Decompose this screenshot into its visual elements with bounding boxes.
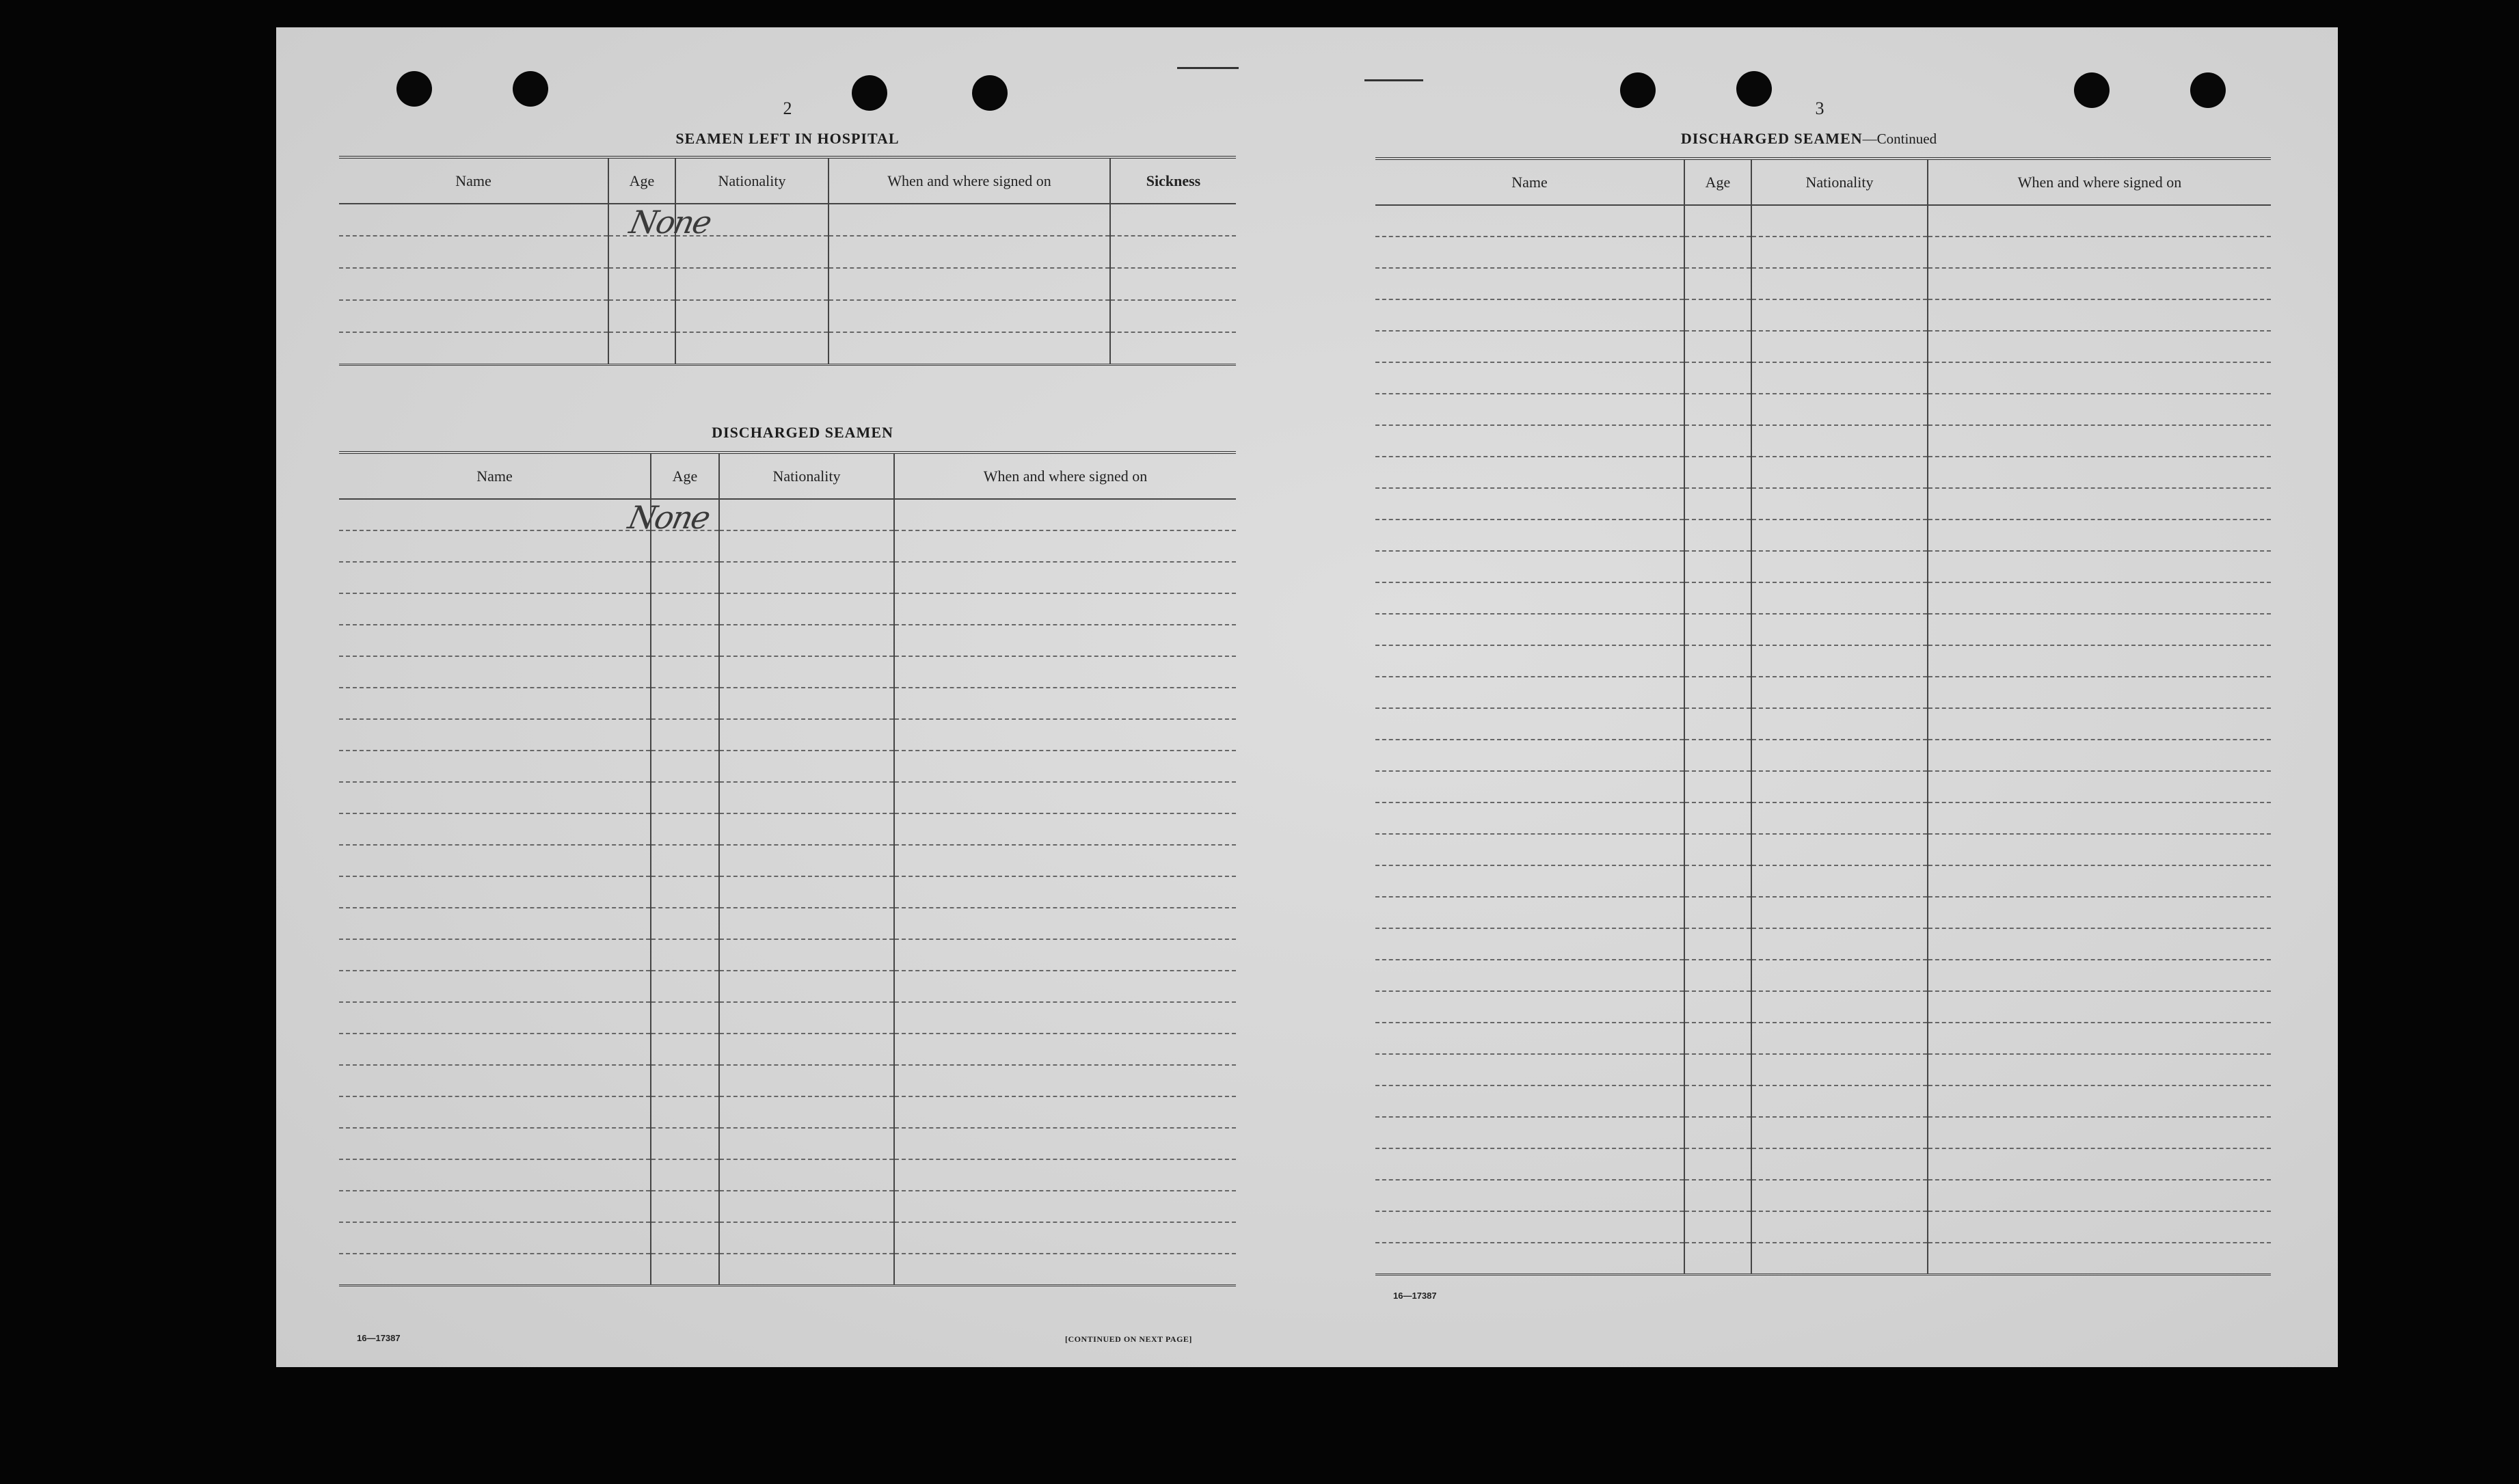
table-row <box>339 499 1236 530</box>
table-row <box>1375 960 2271 991</box>
table-row <box>1375 1180 2271 1211</box>
table-row <box>339 782 1236 813</box>
table-row <box>1375 802 2271 834</box>
table-row <box>339 268 1236 300</box>
discharged-col-signed-on: When and where signed on <box>894 453 1236 499</box>
table-row <box>1375 488 2271 520</box>
table-row <box>339 719 1236 751</box>
punch-hole-3 <box>852 75 887 111</box>
table-row <box>1375 928 2271 960</box>
punch-hole-1 <box>396 71 432 107</box>
table-row <box>1375 582 2271 614</box>
hospital-col-age: Age <box>608 157 675 204</box>
right-section-title <box>1681 130 1937 148</box>
table-row <box>339 688 1236 719</box>
punch-hole-2 <box>513 71 548 107</box>
table-row <box>339 656 1236 688</box>
table-row <box>339 625 1236 656</box>
hospital-col-signed-on: When and where signed on <box>829 157 1110 204</box>
table-row <box>339 971 1236 1002</box>
continued-note: [CONTINUED ON NEXT PAGE] <box>1065 1334 1192 1344</box>
punch-hole-7 <box>2074 72 2110 108</box>
continued-col-nationality: Nationality <box>1751 159 1928 205</box>
discharged-handwritten-entry: None <box>625 499 713 536</box>
table-row <box>1375 237 2271 268</box>
table-row <box>339 1159 1236 1191</box>
punch-hole-4 <box>972 75 1008 111</box>
table-row <box>1375 457 2271 488</box>
right-page-number: 3 <box>1815 98 1824 118</box>
table-row <box>339 813 1236 845</box>
table-row <box>339 751 1236 782</box>
hospital-handwritten-entry: None <box>626 204 714 241</box>
discharged-section-title: DISCHARGED SEAMEN <box>712 424 893 441</box>
left-page-number: 2 <box>783 98 792 118</box>
table-row <box>1375 1148 2271 1180</box>
table-row <box>339 1222 1236 1254</box>
table-row <box>339 332 1236 364</box>
table-row <box>1375 677 2271 708</box>
table-row <box>1375 425 2271 457</box>
table-row <box>339 1191 1236 1222</box>
table-row <box>1375 1117 2271 1148</box>
table-row <box>1375 897 2271 928</box>
table-row <box>1375 865 2271 897</box>
discharged-col-name: Name <box>339 453 651 499</box>
table-row <box>1375 331 2271 362</box>
table-row <box>339 908 1236 939</box>
table-row <box>1375 205 2271 237</box>
continued-col-signed-on: When and where signed on <box>1928 159 2271 205</box>
table-row <box>339 939 1236 971</box>
table-row <box>339 1065 1236 1096</box>
discharged-continued-table <box>1375 157 2271 1276</box>
table-row <box>1375 1054 2271 1085</box>
hospital-col-sickness: Sickness <box>1110 157 1236 204</box>
continued-col-name: Name <box>1375 159 1684 205</box>
table-row <box>339 204 1236 236</box>
table-row <box>339 530 1236 562</box>
table-row <box>1375 1023 2271 1054</box>
hospital-col-nationality: Nationality <box>675 157 829 204</box>
fold-mark-left <box>1177 67 1239 69</box>
table-row <box>1375 551 2271 582</box>
discharged-table <box>339 451 1236 1286</box>
table-row <box>1375 740 2271 771</box>
table-row <box>1375 1243 2271 1274</box>
table-row <box>1375 991 2271 1023</box>
document-sheet <box>276 27 2338 1367</box>
table-row <box>1375 1085 2271 1117</box>
table-row <box>1375 520 2271 551</box>
table-row <box>339 1128 1236 1159</box>
table-row <box>339 876 1236 908</box>
discharged-col-nationality: Nationality <box>719 453 894 499</box>
right-section-title-suffix: —Continued <box>1862 131 1937 147</box>
table-row <box>1375 614 2271 645</box>
right-form-number: 16—17387 <box>1393 1291 1437 1301</box>
table-row <box>339 1034 1236 1065</box>
table-row <box>1375 1211 2271 1243</box>
punch-hole-5 <box>1620 72 1656 108</box>
table-row <box>339 1096 1236 1128</box>
hospital-table <box>339 156 1236 366</box>
table-row <box>1375 834 2271 865</box>
right-section-title-main: DISCHARGED SEAMEN <box>1680 130 1863 147</box>
table-row <box>339 300 1236 332</box>
table-row <box>1375 268 2271 299</box>
fold-mark-right <box>1364 79 1423 81</box>
table-row <box>339 845 1236 876</box>
hospital-section-title: SEAMEN LEFT IN HOSPITAL <box>675 130 900 147</box>
table-row <box>339 593 1236 625</box>
punch-hole-6 <box>1736 71 1772 107</box>
table-row <box>339 1002 1236 1034</box>
discharged-col-age: Age <box>651 453 719 499</box>
table-row <box>339 1254 1236 1285</box>
punch-hole-8 <box>2190 72 2226 108</box>
continued-col-age: Age <box>1684 159 1751 205</box>
hospital-col-name: Name <box>339 157 608 204</box>
left-form-number: 16—17387 <box>357 1333 401 1343</box>
table-row <box>1375 299 2271 331</box>
table-row <box>1375 645 2271 677</box>
table-row <box>1375 362 2271 394</box>
table-row <box>339 562 1236 593</box>
table-row <box>1375 708 2271 740</box>
table-row <box>1375 771 2271 802</box>
table-row <box>339 236 1236 268</box>
table-row <box>1375 394 2271 425</box>
